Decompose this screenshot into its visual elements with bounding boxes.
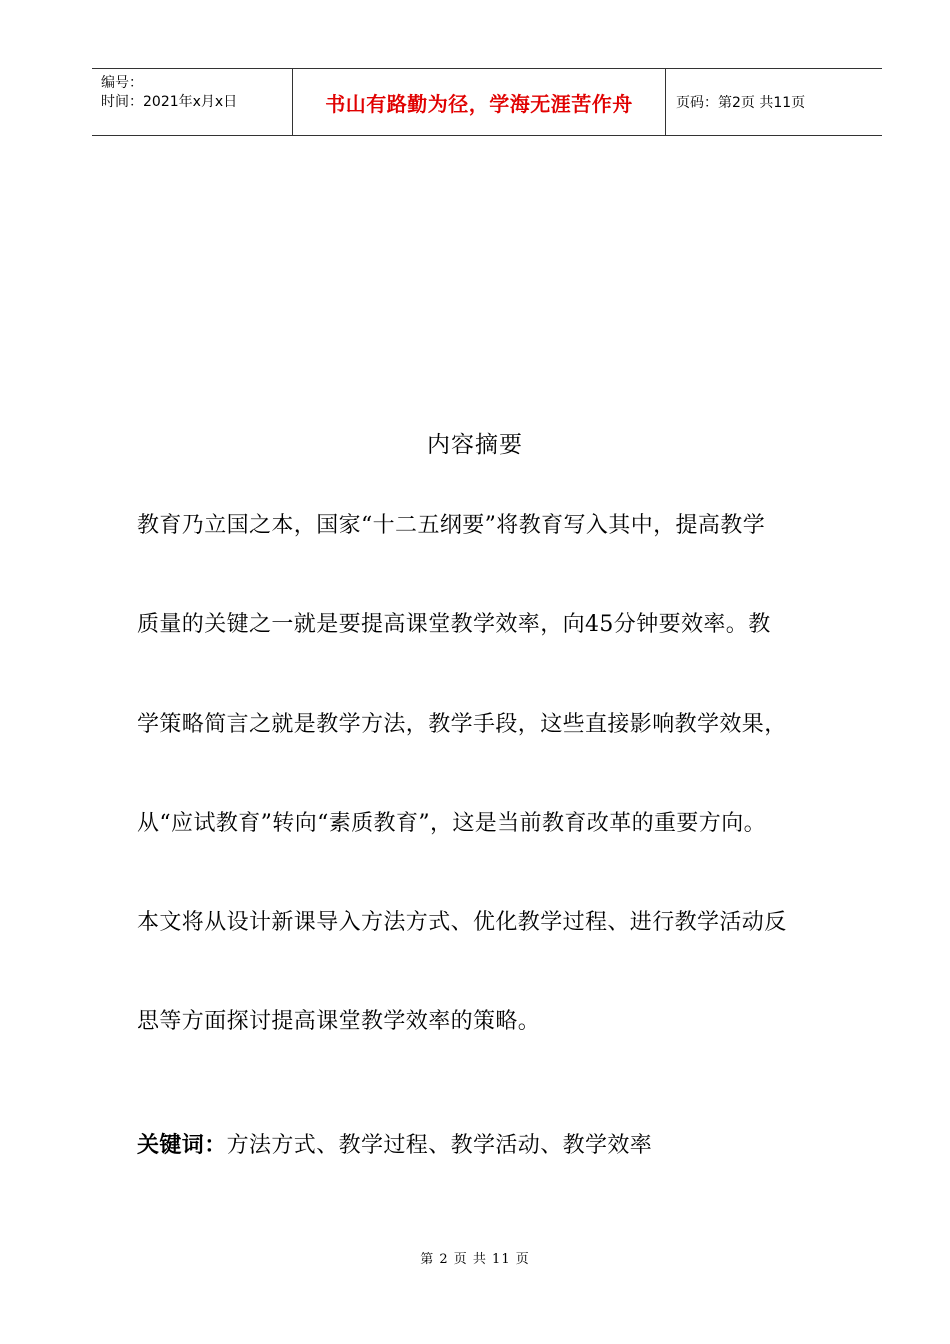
time-label: 时间：2021年x月x日 [101,94,238,110]
header-page-cell [666,69,882,135]
header-motto-cell [293,69,666,135]
abstract-line-2: 质量的关键之一就是要提高课堂教学效率，向45分钟要效率。教 [137,612,771,637]
page-footer: 第 2 页 共 11 页 [420,1252,530,1267]
keywords-label: 关键词： [137,1133,227,1158]
abstract-line-5: 本文将从设计新课导入方法方式、优化教学过程、进行教学活动反 [137,910,787,935]
header-page-label: 页码：第2页 共11页 [676,95,806,111]
abstract-title: 内容摘要 [427,432,523,458]
abstract-line-6: 思等方面探讨提高课堂教学效率的策略。 [137,1009,541,1034]
header-meta-cell [92,69,293,135]
motto-text: 书山有路勤为径，学海无涯苦作舟 [325,91,633,116]
page-header [92,68,882,136]
abstract-line-1: 教育乃立国之本，国家“十二五纲要”将教育写入其中，提高教学 [137,513,766,538]
serial-label: 编号： [101,75,143,91]
abstract-line-3: 学策略简言之就是教学方法，教学手段，这些直接影响教学效果， [137,712,787,737]
keywords-line [137,1128,652,1159]
abstract-line-4: 从“应试教育”转向“素质教育”，这是当前教育改革的重要方向。 [137,811,766,836]
keywords-value: 方法方式、教学过程、教学活动、教学效率 [226,1133,653,1158]
